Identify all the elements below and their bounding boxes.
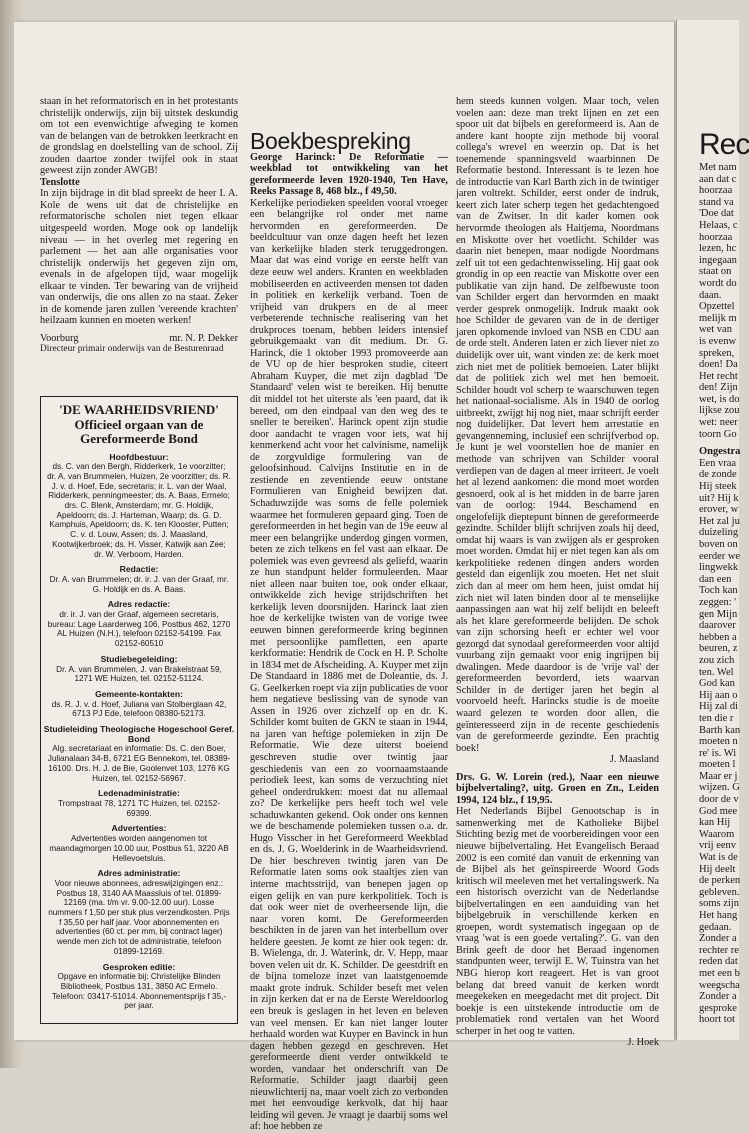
next-page-line: zou zich <box>699 654 735 666</box>
next-page-line: gesproke <box>699 1002 737 1014</box>
next-page-line: hoorzaa <box>699 231 733 243</box>
next-page-line: gebleven. <box>699 886 740 898</box>
colophon-head: Advertenties: <box>111 823 167 834</box>
next-page-line: hebben a <box>699 631 737 643</box>
next-page-line: daarover <box>699 620 736 632</box>
colophon-head: Studiebegeleiding: <box>100 653 178 664</box>
colophon-sections <box>41 453 237 1012</box>
column-middle <box>250 96 448 1133</box>
next-page-line: Maar er j <box>699 770 738 782</box>
book-heading: George Harinck: De Reformatie — weekblad tot ontwikkeling van het gereformeerde leven 1920-1940, Ten Have, Reeks Passage 8, 468 blz., f 49,50. <box>250 151 448 198</box>
review-body-continued: hem steeds kunnen volgen. Maar toch, velen voelen aan: deze man trekt lijnen en zet een spoor uit dat bijbels en gereformeerd is. Aan de andere kant hoopte zijn methode bij vooral collega's wrevel en weerzin op. Dat is het toenemende spanningsveld waarbinnen De Reformatie bestond. Interessant is te lezen hoe de introductie van Karl Barth zich in de twintiger jaren voltrekt. Schilder, eerst onder de indruk, keert zich later scherp tegen het gedachtengoed van de Zwitser. In dit kader komen ook hervormde theologen als Haitjema, Noordmans en Miskotte over het voetlicht. Schilder was daarin niet benepen, maar nodigde Noordmans zelf uit tot een gedachtenwisseling. Hij gaat ook grondig in op een reactie van Miskotte over een publikatie van zijn hand. De zelfbewuste toon van Schilder ergert dan hervormden en maakt verder gesprek onmogelijk. Indruk maakt ook hoe Schilder de gevaren van de in de dertiger jaren opkomende invloed van NSB en CDU aan de orde stelt. Anderen laten er zich liever niet zo duidelijk over uit, want vinden ze: de kerk moet zich niet met de politiek bemoeien. Later blijkt dat de politiek zich wel met hen bemoeit. Schilder houdt vol scherp te waarschuwen tegen het nationaal-socialisme. Als in 1940 de oorlog uitbreekt, zwijgt hij nog niet, maar schrijft eerder nog duidelijker. Dat levert hem arrestatie en gevangenneming, inclusief een schrijfverbod op. Je kunt je wel voorstellen hoe de manier en methode van schrijven van Schilder vooral verdiepen van de dagen al meer irriteert. Je voelt het al lezend aankomen: die mond moet worden gesnoerd, ook al is het midden in de barre jaren van de oorlog: 1944. Beschamend en ongelofelijk dieptepunt binnen de gereformeerde gezindte. Schilder blijft schrijven zoals hij deed, omdat hij waars is van zwijgen als er gesproken moet worden. Omdat hij er niet tegen kan als om kerkpolitieke redenen dingen anders worden gesteld dan eigenlijk zou moeten. Het net sluit zich dan al meer om hem heen, juist omdat hij zich niet wil laten binden door al te menselijke aanpassingen aan wat hij zelf belijdt en beleeft als het klare gereformeerde belijden. De schok van zijn schorsing heeft er echter wel voor gezorgd dat synodaal gereformeerden voor altijd vuurbang zijn gemaakt voor enig ingrijpen bij dwalingen. Mede daardoor is de 'vrije val' der gereformeerden bevorderd, iets waarvan Schilder in de dertiger jaren het begin al voorvoeld heeft. Harincks studie is de moeite waard gelezen te worden door allen, die geïnteresseerd zijn in de recente geschiedenis van de gereformeerde gezindte. Een prachtig boek! <box>456 96 660 754</box>
next-page-line: wijzen. G <box>699 782 740 794</box>
book-heading: Drs. G. W. Lorein (red.), Naar een nieuwe bijbelvertaling?, uitg. Groen en Zn., Leiden 1994, 124 blz., f 19,95. <box>456 771 659 806</box>
next-page-line: Het zal ju <box>699 515 740 527</box>
next-page-line: Hij aan o <box>699 689 738 701</box>
next-page-line: Zonder a <box>699 991 737 1003</box>
next-page-line: Toch kan <box>699 585 738 597</box>
signature <box>40 333 238 345</box>
review-signature: J. Hoek <box>627 1037 659 1049</box>
review-signature: J. Maasland <box>609 754 659 766</box>
next-page-line: Hij deelt <box>699 863 736 875</box>
colophon-head: Gemeente-kontakten: <box>95 688 183 699</box>
next-page-line: Helaas, c <box>699 219 738 231</box>
next-page-line: wordt do <box>699 277 737 289</box>
next-page-line: vrij eenv <box>699 840 737 852</box>
next-page-line: weegscha <box>699 979 740 991</box>
signature-author: mr. N. P. Dekker <box>169 332 238 344</box>
next-page-line: den! Zijn <box>699 382 738 394</box>
next-page-line: wet: neer <box>699 417 738 429</box>
next-page-line: lezen, hc <box>699 243 737 255</box>
next-page-line: reden dat <box>699 956 738 968</box>
next-page-line: moeten l <box>699 759 736 771</box>
colophon-head: Adres redactie: <box>107 599 171 610</box>
next-page-line: zeggen: ' <box>699 596 737 608</box>
next-page-line: met een b <box>699 967 740 979</box>
next-page-line: de perken <box>699 875 741 887</box>
next-page-line: God kan <box>699 678 735 690</box>
next-page-line: staat on <box>699 266 732 278</box>
next-page-line: Zonder a <box>699 933 737 945</box>
next-page-line: lingwekk <box>699 562 739 574</box>
next-page-line: uit? Hij k <box>699 492 739 504</box>
next-page-line: Het recht <box>699 370 738 382</box>
next-page-line: God mee <box>699 805 738 817</box>
column-right <box>456 96 659 1049</box>
subheading-tenslotte: Tenslotte <box>40 176 80 188</box>
next-page-line: gen Mijn <box>699 608 738 620</box>
next-page-line: Hij zal di <box>699 701 739 713</box>
next-page-edge <box>676 20 749 1040</box>
next-page-line: moeten n <box>699 736 738 748</box>
next-page-line: beuren, z <box>699 643 738 655</box>
next-page-line: hoort tot <box>699 1014 735 1026</box>
next-page-line: lijkse zou <box>699 405 740 417</box>
colophon-head: Gesproken editie: <box>102 961 176 972</box>
colophon-head: Studieleiding Theologische Hogeschool Geref. Bond <box>43 724 235 744</box>
column-left <box>40 96 238 356</box>
next-page-lines <box>677 162 739 440</box>
next-page-line: gedaan. <box>699 921 732 933</box>
next-page-line: duizeling <box>699 527 739 539</box>
next-page-line: hoorzaa <box>699 185 733 197</box>
colophon-text: dr. ir. J. van der Graaf, algemeen secretaris, bureau: Lage Laarderweg 106, Postbus 462, 1270 AL Huizen (N.H.), telefoon 02152-54199. Fax 02152-60510 <box>47 610 231 649</box>
next-page-line: kan Hij <box>699 817 731 829</box>
colophon-text: Opgave en informatie bij: Christelijke Blinden Bibliotheek, Postbus 131, 3850 AC Ermelo. Telefoon: 03417-51014. Abonnementsprijs f 35,- per jaar. <box>51 972 227 1011</box>
colophon-title: 'DE WAARHEIDSVRIEND' Officieel orgaan van de Gereformeerde Bond <box>59 402 219 446</box>
intro-paragraph: staan in het reformatorisch en in het protestants christelijk onderwijs, zijn bij uitstek deskundig om tot een evenwichtige afweging te komen van de belangen van de betrokken leerkracht en de grondslag en doelstelling van de school. Zij zouden daartoe zonder twijfel ook in staat geweest zijn zonder AWGB! <box>40 96 238 177</box>
next-page-line: spreken, <box>699 347 735 359</box>
next-page-line: wet, is do <box>699 393 740 405</box>
colophon-head: Ledenadministratie: <box>98 788 180 799</box>
next-page-line: Barth kan <box>699 724 741 736</box>
next-page-line: Wat is de <box>699 852 738 864</box>
next-page-line: boven on <box>699 539 738 550</box>
next-page-line: wet van <box>699 324 732 336</box>
review-body: Het Nederlands Bijbel Genootschap is in samenwerking met de Katholieke Bijbel Stichting bezig met de voorbereidingen voor een nieuwe bijbelvertaling. Het Evangelisch Beraad 2002 is een comité dan vanuit de erkenning van de Bijbel als het geïnspireerde Woord Gods kritisch wil meeleven met het vertalingswerk. Na een historisch overzicht van de Nederlandse bijbelvertalingen en een aanduiding van het bijbelgebruik in verschillende kerken en groepen, wordt systematisch ingegaan op de vraag 'wat is een goede vertaling?'. G. van den Brink geeft de door het Beraad ingenomen standpunten weer, terwijl E. W. Tuinstra van het NBG hierop kort reageert. Het is van groot belang dat breed vanuit de kerken wordt meegekeken en meegedacht met dit project. Dit boekje is een uitstekende introductie om de problematiek rond vertalen van het Woord scherper in het oog te vatten. <box>456 806 659 1037</box>
next-page-line: Opzettel <box>699 301 735 313</box>
next-page-line: aan dat c <box>699 173 737 185</box>
next-page-line: Hij steek <box>699 481 737 493</box>
next-page-line: ten die r <box>699 712 734 724</box>
next-page-line: stand va <box>699 196 734 208</box>
review-body: Kerkelijke periodieken speelden vooral vroeger een belangrijke rol onder met name hervormden en gereformeerden. De beeldcultuur van onze dagen heeft het lezen van kerkelijke bladen sterk teruggedrongen. Maar dat was eind vorige en eerste helft van deze eeuw wel anders. Kranten en weekbladen mobiliseerden en activeerden mensen tot daden in politiek en kerkelijk verband. Toen de vrijheid van drukpers en de al meer verbeterende technische realisering van het drukproces toenam, hebben leiders intensief gebruikgemaakt van dit medium. Dr. G. Harinck, die 1 oktober 1993 promoveerde aan de VU op de hier besproken studie, citeert Abraham Kuyper, die met zijn dagblad 'De Standaard' velen wist te bereiken. Hij benutte dit middel tot het uiterste als 'een paard, dat ik bereed, om den eindpaal van den weg des te sneller te bereiken'. Harinck opent zijn studie door aandacht te vragen voor iets, wat hij kenmerkend acht voor het calvinisme, namelijk de zorgvuldige formulering van de geloofsinhoud. Calvijns Institutie en in de zestiende en zeventiende eeuw ontstane Formulieren van Enigheid bewijzen dat. Schaduwzijde was soms de felle polemiek waarmee het formuleren gepaard ging. Toen de gereformeerden in het begin van de 19e eeuw al meer een belangrijke underdog gingen vormen, beten ze zich telkens en fel vast aan elkaar. De polemiek was even gevreesd als geliefd, waarin ze hun standpunt helder formuleerden. Maar niet alleen naar buiten toe, ook onder elkaar, ontwikkelde zich hevige strijdschriften het kerkelijk leven doorsnijden. Harinck laat zien hoe de kerkelijke twisten van de vorige twee eeuwen binnen gereformeerde kring beginnen met persoonlijke pamfletten, een aparte kerkformatie: Hendrik de Cock en H. P. Scholte in 1834 met de Afscheiding. A. Kuyper met zijn De Standaard in 1886 met de Doleantie, ds. J. G. Geelkerken roept via zijn publicaties de voor hem negatieve beslissing van de synode van Assen in 1926 over zichzelf op en dr. K. Schilder komt buiten de GKN te staan in 1944, na jaren van heftige polemieken in zijn De Reformatie. Wie deze uiterst boeiend geschreven studie over twintig jaar geschiedenis van een zo voornaamstaande periodiek leest, kan soms de verzuchting niet geheel onderdrukken: moest dat nu allemaal zo? De kerkelijke pers heeft toch wel vele schaduwkanten gekend. Ook onder ons kennen we de beschamende polemieken tussen o.a. dr. Hugo Visscher in het Gereformeerd Weekblad en ds. J. G. Woelderink in de Waarheidsvriend. De hier beschreven twintig jaren van De Reformatie laten soms ook staaltjes zien van interne machtsstrijd, van benepen jagen op eigen gelijk en van pure kerkpolitiek. Toch is dat ook weer niet de overheersende lijn, die naar voren komt. De Gereformeerden beschikten in de jaren van het interbellum over heldere geesten. Je komt ze hier ook tegen: dr. B. Wielenga, dr. J. Waterink, dr. V. Hepp, maar boven velen uit dr. K. Schilder. De geestdrift en de bijna tomeloze inzet van laatstgenoemde maakt grote indruk. Schilder beseft met velen in zijn kerken dat er na de Eerste Wereldoorlog een breuk is geslagen in het leven en beleven van veel mensen. Er kan niet langer louter herhaald worden wat Kuyper en Bavinck in hun dagen hebben gezegd en geschreven. Het gereformeerde dient verder ontwikkeld te worden, vandaar het onderschrift van De Reformatie. Schilder jaagt daarbij geen nieuwlichterij na, maar voelt zich zo verbonden met het eenvoudige kerkvolk, dat hij haar leiding wil geven. Je vraagt je daarbij soms wel af: hoe hebben ze <box>250 197 448 1133</box>
next-page-lines <box>677 458 739 1026</box>
next-page-line: Een vraa <box>699 457 737 469</box>
next-page-line: is evenw <box>699 335 737 347</box>
next-page-line: ingegaan <box>699 254 737 266</box>
next-page-line: re' is. Wi <box>699 747 737 759</box>
colophon-text: Alg. secretariaat en informatie: Ds. C. den Boer, Julianalaan 34-B, 6721 EG Bennekom, tel. 08389-16100. Drs. H. J. de Bie, Goolenvet 103, 1276 KG Huizen, tel. 02152-56967. <box>47 744 231 783</box>
next-page-line: Het hang <box>699 910 738 921</box>
colophon-text: Voor nieuwe abonnees, adreswijzigingen enz.: Postbus 18, 3140 AA Maassluis of tel. 01899-12169 (ma. t/m vr. 9.00-12.00 uur). Losse nummers f 1,50 per stuk plus verzendkosten. Prijs f 35,50 per half jaar. Voor abonnementen en advertenties (60 ct. per mm, bij contract lager) wende men zich tot de administratie, telefoon 01899-12169. <box>48 878 230 956</box>
next-page-subhead: Ongestra <box>699 446 741 458</box>
section-title: Boekbespreking <box>250 128 411 154</box>
colophon-text: ds. R. J. v. d. Hoef, Juliana van Stolberglaan 42, 6713 PJ Ede, telefoon 08380-52173. <box>51 699 227 719</box>
colophon-text: Dr. A. van Brummelen, J. van Brakelstraat 59, 1271 WE Huizen, tel. 02152-51124. <box>56 664 222 684</box>
next-page-line: de zonde <box>699 469 737 481</box>
next-page-line: Waarom <box>699 828 735 840</box>
signature-place: Voorburg <box>40 332 79 344</box>
next-page-line: erover, w <box>699 504 739 516</box>
colophon-text: Trompstraat 78, 1271 TC Huizen, tel. 02152-69399. <box>57 799 220 818</box>
next-page-line: daan. <box>699 289 722 301</box>
next-page-line: ten. Wel <box>699 666 734 678</box>
next-page-line: melijk m <box>699 312 737 324</box>
colophon-text: Dr. A. van Brummelen; dr. ir. J. van der Graaf, mr. G. Holdijk en ds. A. Baas. <box>49 574 229 594</box>
next-page-heading: Rec <box>699 128 749 161</box>
next-page-line: rechter re <box>699 944 739 956</box>
colophon-head: Redactie: <box>119 564 159 575</box>
next-page-line: doen! Da <box>699 359 738 371</box>
next-page-line: toorn Go <box>699 428 737 440</box>
colophon-box <box>40 396 238 1024</box>
next-page-line: door de v <box>699 794 739 806</box>
colophon-head: Hoofdbestuur: <box>109 451 169 462</box>
next-page-line: dan een <box>699 573 732 585</box>
colophon-text: Advertenties worden aangenomen tot maandagmorgen 10.00 uur, Postbus 51, 3220 AB Hellevoetsluis. <box>49 834 229 863</box>
next-page-line: Met nam <box>699 162 737 173</box>
next-page-line: soms zijn <box>699 898 739 910</box>
next-page-line: 'Doe dat <box>699 208 734 220</box>
signature-role: Directeur primair onderwijs van de Besturenraad <box>40 344 224 355</box>
next-page-line: eerder we <box>699 550 741 562</box>
colophon-head: Adres administratie: <box>97 868 181 879</box>
colophon-text: ds. C. van den Bergh, Ridderkerk, 1e voorzitter; dr. A. van Brummelen, Huizen, 2e voorzitter; ds. R. J. v. d. Hoef, Ede, secretaris; ir. L. van der Waal, Ridderkerk, penningmeester; ds. A. Baas, Ermelo; drs. C. Blenk, Amsterdam; mr. G. Holdijk, Apeldoorn; ds. J. Harteman, Waarp; ds. G. D. Kamphuis, Apeldoorn; ds. K. ten Klooster, Putten; C. v. d. Louw, Assen; ds. J. Maasland, Kootwijkerbroek; ds. H. Visser, Katwijk aan Zee; dr. W. Verboom, Harden. <box>47 462 231 559</box>
body-paragraph: In zijn bijdrage in dit blad spreekt de heer I. A. Kole de wens uit dat de christelijke en reformatorische scholen niet tegen elkaar uitgespeeld worden. Mogе ook op landelijk niveau — in het overleg met regering en parlement — het aan alle organisaties voor christelijk onderwijs het gegeven zijn om, evenals in de afgelopen tijd, waar mogelijk elkaar te vinden. Ter bewaring van de vrijheid van onderwijs, die ons allen zo na staat. Zeker in de komende jaren zullen 'vereende krachten' heilzaam kunnen en moeten werken! <box>40 188 238 327</box>
